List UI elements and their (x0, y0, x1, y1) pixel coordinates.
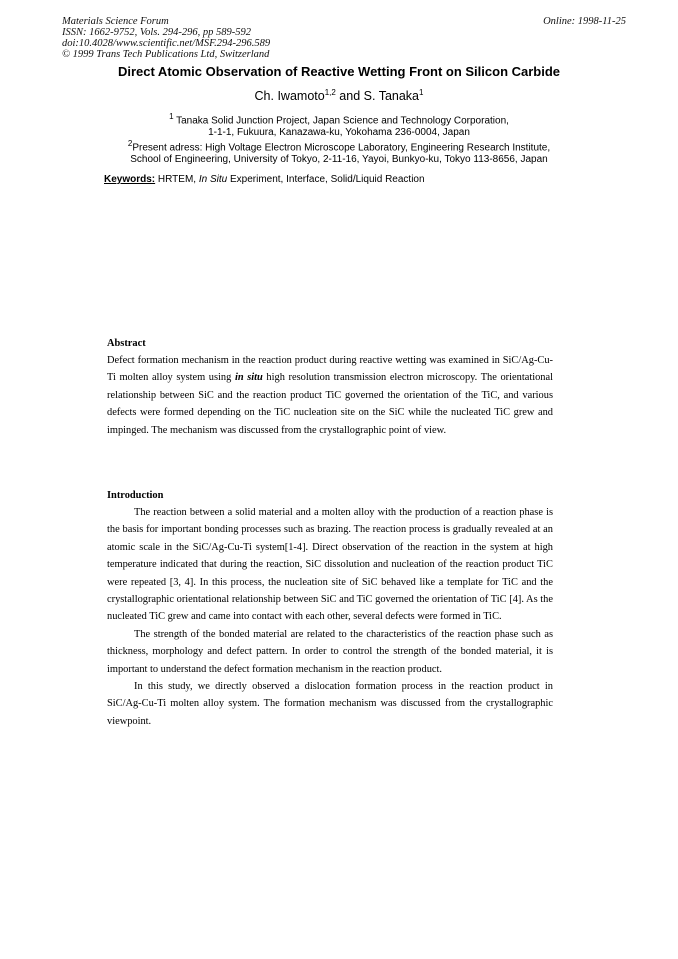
paper-title: Direct Atomic Observation of Reactive Wetting Front on Silicon Carbide (117, 64, 561, 79)
affiliation-2-line-1: Present adress: High Voltage Electron Microscope Laboratory, Engineering Research Institute, (132, 142, 551, 154)
journal-name: Materials Science Forum (62, 16, 169, 27)
issn-line: ISSN: 1662-9752, Vols. 294-296, pp 589-592 (62, 27, 251, 38)
affiliation-2 (0, 138, 678, 166)
author-2: S. Tanaka (363, 89, 420, 104)
abstract-heading: Abstract (107, 338, 146, 349)
keywords-italic: In Situ (198, 174, 228, 185)
affiliation-2-line-2: School of Engineering, University of Tokyo, 2-11-16, Yayoi, Bunkyo-ku, Tokyo 113-8656, Japan (130, 154, 548, 166)
keywords (104, 174, 425, 185)
abstract-text-part-2: high resolution transmission electron microscopy. The orientational relationship between SiC and the reaction product TiC governed the orientation of the TiC, and various defects were formed depending on the TiC nucleation site on the SiC while the nucleated TiC grew and impinged. The mechanism was discussed from the crystallographic point of view. (107, 372, 553, 436)
copyright-line: © 1999 Trans Tech Publications Ltd, Switzerland (62, 49, 270, 60)
author-list (0, 88, 678, 103)
introduction-paragraph-3: In this study, we directly observed a dislocation formation process in the reaction product in SiC/Ag-Cu-Ti molten alloy system. The formation mechanism was discussed from the crystallographic viewpoint. (107, 681, 553, 727)
abstract-text-part-1: Defect formation mechanism in the reaction product during reactive wetting was examined in SiC/Ag-Cu-Ti molten alloy system using (107, 355, 553, 384)
doi-line: doi:10.4028/www.scientific.net/MSF.294-296.589 (62, 38, 271, 49)
introduction-paragraph-2: The strength of the bonded material are related to the characteristics of the reaction phase such as thickness, morphology and defect pattern. In order to control the strength of the bonded material, it is important to understand the defect formation mechanism in the reaction product. (107, 628, 553, 675)
introduction-section (107, 487, 553, 730)
abstract-text-italic: in situ (234, 372, 263, 384)
affiliation-1-line-2: 1-1-1, Fukuura, Kanazawa-ku, Yokohama 236-0004, Japan (208, 127, 470, 139)
author-conjunction: and (335, 89, 364, 104)
introduction-heading: Introduction (107, 490, 164, 501)
abstract-text (107, 352, 553, 439)
online-date: Online: 1998-11-25 (543, 16, 626, 27)
keywords-part-1: HRTEM, (155, 174, 199, 185)
author-1: Ch. Iwamoto (254, 89, 325, 104)
abstract-section (107, 335, 553, 439)
author-2-affil: 1 (419, 88, 424, 97)
affiliation-1-line-1: Tanaka Solid Junction Project, Japan Science and Technology Corporation, (173, 115, 509, 127)
keywords-part-2: Experiment, Interface, Solid/Liquid Reaction (227, 174, 425, 185)
author-1-affil: 1,2 (324, 88, 336, 97)
introduction-paragraph-1: The reaction between a solid material and a molten alloy with the production of a reaction phase is the basis for important bonding processes such as brazing. The reaction process is gradually revealed at an atomic scale in the SiC/Ag-Cu-Ti system[1-4]. Direct observation of the reaction in the system at high temperature indicated that during the reaction, SiC dissolution and nucleation of the reaction product TiC were repeated [3, 4]. In this process, the nucleation site of SiC behaved like a template for TiC and the crystallographic orientational relationship between SiC and TiC governed the orientation of TiC [4]. As the nucleated TiC grew and came into contact with each other, several defects were formed in TiC. (107, 507, 553, 623)
affiliation-2-mark: 2 (127, 139, 133, 148)
affiliation-1-mark: 1 (169, 112, 174, 121)
publication-header (62, 16, 270, 60)
keywords-label: Keywords: (104, 174, 156, 185)
affiliation-1 (0, 111, 678, 139)
